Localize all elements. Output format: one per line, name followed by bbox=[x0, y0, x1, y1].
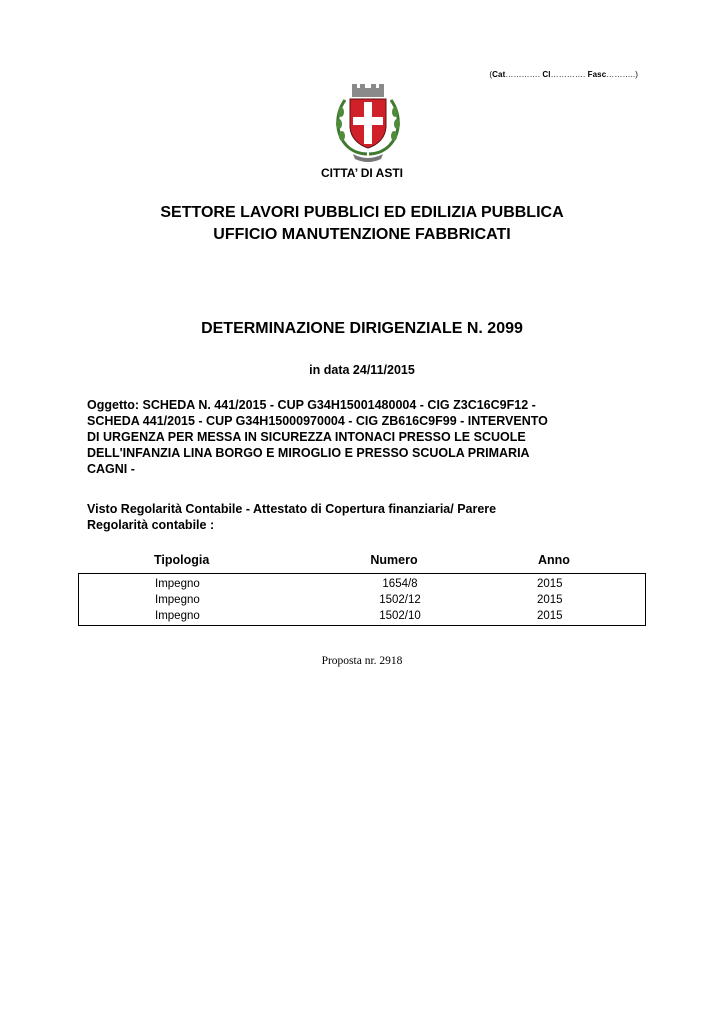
classification-reference bbox=[489, 70, 638, 79]
subject-line-5: CAGNI - bbox=[87, 462, 135, 476]
commitments-table bbox=[78, 573, 646, 626]
cell-anno: 2015 bbox=[537, 594, 563, 606]
cl-dots: …………. bbox=[550, 70, 588, 79]
subject-block bbox=[87, 397, 647, 477]
cl-label: Cl bbox=[542, 70, 551, 79]
cell-numero: 1502/10 bbox=[379, 610, 421, 622]
fasc-label: Fasc bbox=[587, 70, 607, 79]
cell-numero: 1654/8 bbox=[382, 578, 418, 590]
column-header-numero: Numero bbox=[370, 553, 418, 567]
accounting-approval-line-2: Regolarità contabile : bbox=[87, 518, 215, 532]
catref-open: ( bbox=[489, 70, 493, 79]
column-header-tipologia: Tipologia bbox=[154, 553, 210, 567]
subject-line-2: SCHEDA 441/2015 - CUP G34H15000970004 - CIG ZB616C9F99 - INTERVENTO bbox=[87, 414, 548, 428]
department-line-2: UFFICIO MANUTENZIONE FABBRICATI bbox=[213, 226, 511, 243]
table-row bbox=[79, 608, 645, 624]
fasc-dots: ………..) bbox=[606, 70, 638, 79]
department-heading bbox=[0, 202, 724, 246]
cell-anno: 2015 bbox=[537, 578, 563, 590]
cell-tipologia: Impegno bbox=[155, 578, 200, 590]
determination-date: in data 24/11/2015 bbox=[309, 363, 415, 377]
accounting-approval-line-1: Visto Regolarità Contabile - Attestato di Copertura finanziaria/ Parere bbox=[87, 502, 497, 516]
table-row bbox=[79, 592, 645, 608]
cell-anno: 2015 bbox=[537, 610, 563, 622]
column-header-anno: Anno bbox=[538, 553, 570, 567]
cell-tipologia: Impegno bbox=[155, 610, 200, 622]
subject-line-3: DI URGENZA PER MESSA IN SICUREZZA INTONACI PRESSO LE SCUOLE bbox=[87, 430, 526, 444]
table-row bbox=[79, 576, 645, 592]
city-name: CITTA’ DI ASTI bbox=[320, 166, 403, 180]
cell-tipologia: Impegno bbox=[155, 594, 200, 606]
subject-line-4: DELL'INFANZIA LINA BORGO E MIROGLIO E PRESSO SCUOLA PRIMARIA bbox=[87, 446, 530, 460]
department-line-1: SETTORE LAVORI PUBBLICI ED EDILIZIA PUBBLICA bbox=[160, 204, 564, 221]
determination-title: DETERMINAZIONE DIRIGENZIALE N. 2099 bbox=[201, 320, 523, 337]
cell-numero: 1502/12 bbox=[379, 594, 421, 606]
commitments-table-header bbox=[78, 553, 646, 571]
cat-dots: …………. bbox=[505, 70, 543, 79]
city-of-asti-coat-of-arms-icon bbox=[333, 82, 403, 164]
cat-label: Cat bbox=[492, 70, 506, 79]
proposal-number: Proposta nr. 2918 bbox=[321, 655, 403, 667]
accounting-approval bbox=[87, 501, 647, 533]
subject-line-1: Oggetto: SCHEDA N. 441/2015 - CUP G34H15001480004 - CIG Z3C16C9F12 - bbox=[87, 398, 536, 412]
